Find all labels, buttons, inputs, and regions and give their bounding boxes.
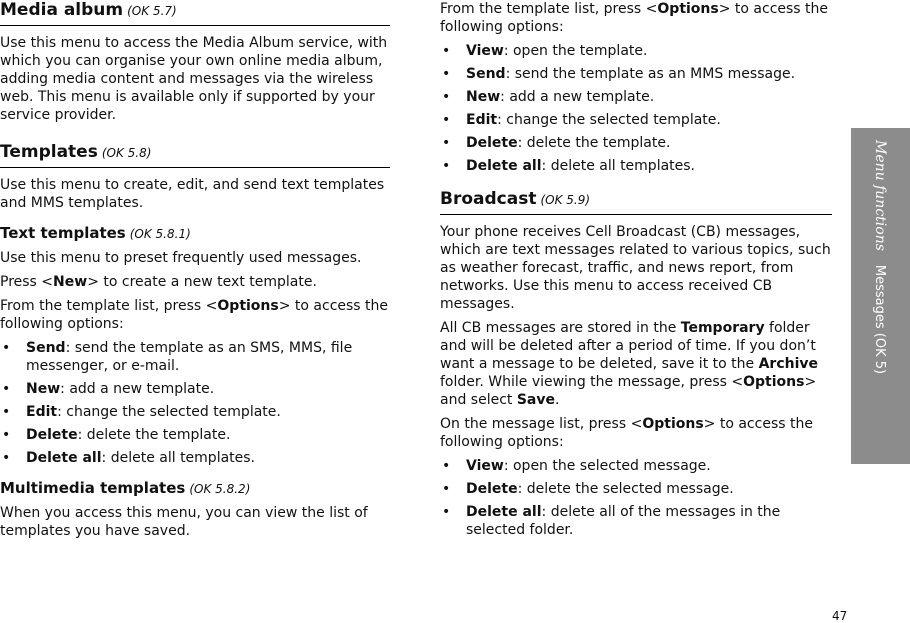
left-column <box>0 0 390 546</box>
broadcast-heading-block <box>440 189 832 215</box>
list-item: • Delete all: delete all templates. <box>2 450 256 466</box>
multimedia-templates-title: Multimedia templates <box>0 479 186 497</box>
text-templates-body: Use this menu to preset frequently used messages. <box>0 250 362 266</box>
templates-code: (OK 5.8) <box>101 146 152 160</box>
list-item: • Delete: delete the template. <box>442 135 671 151</box>
right-column <box>440 0 832 547</box>
list-item: • Delete: delete the selected message. <box>442 481 734 497</box>
broadcast-body-2: All CB messages are stored in the Temporary folder and will be deleted after a period of time. If you don’t want a message to be deleted, save it to the Archive folder. While viewing the message, press <Options> and select Save. <box>440 320 819 408</box>
list-item: • Edit: change the selected template. <box>442 112 721 128</box>
broadcast-code: (OK 5.9) <box>540 193 591 207</box>
list-item: • New: add a new template. <box>442 89 655 105</box>
broadcast-body-1: Your phone receives Cell Broadcast (CB) messages, which are text messages related to various topics, such as weather forecast, traffic, and news report, from networks. Use this menu to access received CB messages. <box>440 224 831 312</box>
media-album-title: Media album <box>0 0 124 20</box>
media-album-heading <box>0 0 390 21</box>
media-album-code: (OK 5.7) <box>127 4 177 18</box>
text-templates-code: (OK 5.8.1) <box>129 227 191 241</box>
media-album-body: Use this menu to access the Media Album service, with which you can organise your own online media album, adding media content and messages via the wireless web. This menu is available only if supported by your service provider. <box>0 35 388 123</box>
broadcast-heading <box>440 189 832 210</box>
broadcast-options-list <box>440 457 832 539</box>
list-item: • New: add a new template. <box>2 381 215 397</box>
list-item: • Send: send the template as an SMS, MMS, file messenger, or e-mail. <box>2 340 353 374</box>
list-item: • Delete: delete the template. <box>2 427 231 443</box>
list-item: • Send: send the template as an MMS message. <box>442 66 796 82</box>
media-album-heading-block <box>0 0 390 26</box>
broadcast-title: Broadcast <box>440 189 537 209</box>
templates-heading <box>0 142 390 163</box>
multimedia-templates-body: When you access this menu, you can view the list of templates you have saved. <box>0 505 368 539</box>
options-key: Options <box>657 1 719 17</box>
list-item: • View: open the template. <box>442 43 648 59</box>
text-templates-options-list <box>0 339 390 467</box>
options-key: Options <box>217 298 279 314</box>
mm-options-list <box>440 42 832 175</box>
list-item: • Delete all: delete all of the messages in the selected folder. <box>442 504 781 538</box>
templates-heading-block <box>0 142 390 168</box>
text-templates-title: Text templates <box>0 224 126 242</box>
new-key: New <box>53 274 88 290</box>
section-name: Menu functions <box>872 140 888 251</box>
text-templates-options-intro: From the template list, press <Options> to access the following options: <box>0 298 389 332</box>
multimedia-templates-heading <box>0 479 390 498</box>
subsection-name: Messages (OK 5) <box>872 264 887 375</box>
page-number: 47 <box>832 609 848 623</box>
text-templates-press-new: Press <New> to create a new text template. <box>0 274 317 290</box>
list-item: • Delete all: delete all templates. <box>442 158 696 174</box>
templates-title: Templates <box>0 142 98 162</box>
templates-body: Use this menu to create, edit, and send text templates and MMS templates. <box>0 177 385 211</box>
broadcast-options-intro: On the message list, press <Options> to access the following options: <box>440 416 813 450</box>
list-item: • View: open the selected message. <box>442 458 711 474</box>
text-templates-heading <box>0 224 390 243</box>
options-key: Options <box>642 416 704 432</box>
list-item: • Edit: change the selected template. <box>2 404 281 420</box>
multimedia-templates-code: (OK 5.8.2) <box>189 482 251 496</box>
mm-options-intro: From the template list, press <Options> to access the following options: <box>440 1 829 35</box>
section-side-label <box>870 140 890 375</box>
